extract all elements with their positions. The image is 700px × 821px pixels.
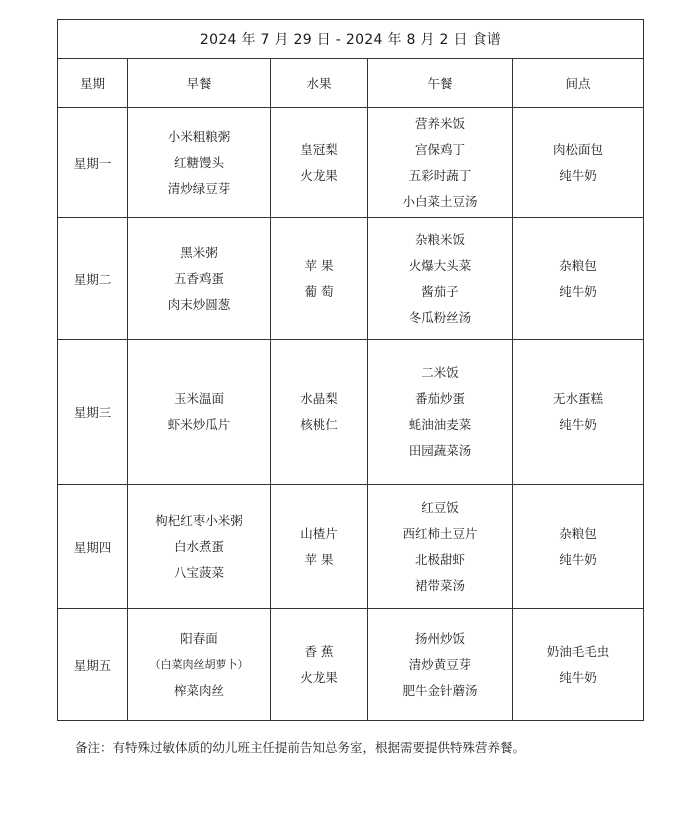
lunch-item: 宫保鸡丁 [414, 141, 465, 157]
breakfast-cell [128, 609, 271, 721]
breakfast-cell [128, 485, 271, 609]
snack-item: 纯牛奶 [559, 283, 597, 299]
breakfast-item: 清炒绿豆芽 [167, 180, 231, 196]
breakfast-item: 红糖馒头 [173, 154, 224, 170]
lunch-cell [368, 340, 513, 485]
fruit-item: 水晶梨 [300, 391, 338, 406]
table-row [58, 218, 644, 340]
table-row [58, 485, 644, 609]
fruit-item: 火龙果 [300, 167, 338, 183]
lunch-item: 西红柿土豆片 [402, 525, 478, 541]
fruit-item: 葡 萄 [304, 283, 334, 299]
lunch-item: 清炒黄豆芽 [408, 656, 472, 672]
day-cell: 星期一 [58, 108, 128, 218]
breakfast-item: 玉米温面 [173, 391, 224, 406]
footnote: 备注：有特殊过敏体质的幼儿班主任提前告知总务室，根据需要提供特殊营养餐。 [75, 740, 526, 755]
lunch-item: 北极甜虾 [414, 551, 465, 567]
lunch-item: 二米饭 [421, 365, 459, 380]
header-breakfast: 早餐 [128, 59, 271, 108]
snack-item: 无水蛋糕 [553, 391, 604, 406]
day-cell: 星期三 [58, 340, 128, 485]
breakfast-item: 黑米粥 [180, 244, 218, 260]
snack-item: 纯牛奶 [559, 669, 597, 685]
lunch-item: 营养米饭 [414, 115, 465, 131]
menu-title: 2024 年 7 月 29 日 - 2024 年 8 月 2 日 食谱 [58, 20, 644, 59]
snack-item: 纯牛奶 [559, 167, 597, 183]
fruit-item: 皇冠梨 [300, 141, 338, 157]
fruit-item: 核桃仁 [300, 417, 338, 432]
lunch-item: 扬州炒饭 [414, 630, 465, 646]
snack-cell [513, 609, 644, 721]
lunch-item: 肥牛金针蘑汤 [402, 682, 478, 698]
day-cell: 星期五 [58, 609, 128, 721]
lunch-item: 酱茄子 [421, 283, 459, 299]
header-day: 星期 [58, 59, 128, 108]
header-fruit: 水果 [271, 59, 368, 108]
lunch-item: 杂粮米饭 [414, 231, 465, 247]
fruit-cell [271, 218, 368, 340]
lunch-item: 小白菜土豆汤 [402, 193, 478, 209]
lunch-cell [368, 485, 513, 609]
lunch-cell [368, 609, 513, 721]
lunch-item: 红豆饭 [421, 499, 459, 515]
table-row [58, 340, 644, 485]
snack-cell [513, 218, 644, 340]
breakfast-item: 阳春面 [180, 630, 218, 646]
lunch-item: 冬瓜粉丝汤 [408, 309, 472, 325]
lunch-item: 火爆大头菜 [408, 257, 472, 273]
day-cell: 星期四 [58, 485, 128, 609]
fruit-cell [271, 609, 368, 721]
breakfast-item: 白水煮蛋 [173, 538, 224, 554]
day-cell: 星期二 [58, 218, 128, 340]
fruit-item: 火龙果 [300, 669, 338, 685]
breakfast-item: 肉末炒圆葱 [167, 296, 231, 312]
lunch-cell [368, 108, 513, 218]
lunch-item: 蚝油油麦菜 [408, 417, 472, 432]
fruit-item: 山楂片 [300, 525, 338, 541]
breakfast-item: 小米粗粮粥 [167, 128, 231, 144]
lunch-item: 田园蔬菜汤 [408, 443, 472, 458]
menu-table [57, 19, 644, 721]
breakfast-cell [128, 340, 271, 485]
header-lunch: 午餐 [368, 59, 513, 108]
breakfast-item: 五香鸡蛋 [173, 270, 224, 286]
snack-cell [513, 340, 644, 485]
lunch-cell [368, 218, 513, 340]
breakfast-item: 虾米炒瓜片 [167, 417, 231, 432]
table-row [58, 108, 644, 218]
header-snack: 间点 [513, 59, 644, 108]
breakfast-cell [128, 108, 271, 218]
fruit-item: 苹 果 [304, 257, 334, 273]
lunch-item: 裙带菜汤 [414, 577, 465, 593]
snack-cell [513, 485, 644, 609]
fruit-item: 苹 果 [304, 551, 334, 567]
snack-item: 杂粮包 [559, 257, 597, 273]
snack-item: 纯牛奶 [559, 417, 597, 432]
snack-item: 杂粮包 [559, 525, 597, 541]
snack-item: 肉松面包 [553, 141, 604, 157]
snack-item: 纯牛奶 [559, 551, 597, 567]
breakfast-item: 枸杞红枣小米粥 [155, 512, 243, 528]
lunch-item: 五彩时蔬丁 [408, 167, 472, 183]
fruit-cell [271, 340, 368, 485]
fruit-item: 香 蕉 [304, 643, 334, 659]
breakfast-item: 八宝菠菜 [173, 564, 224, 580]
table-row [58, 609, 644, 721]
lunch-item: 番茄炒蛋 [414, 391, 465, 406]
snack-cell [513, 108, 644, 218]
breakfast-item: （白菜肉丝胡萝卜） [149, 657, 249, 671]
fruit-cell [271, 108, 368, 218]
breakfast-item: 榨菜肉丝 [173, 682, 224, 698]
breakfast-cell [128, 218, 271, 340]
snack-item: 奶油毛毛虫 [546, 643, 610, 659]
fruit-cell [271, 485, 368, 609]
